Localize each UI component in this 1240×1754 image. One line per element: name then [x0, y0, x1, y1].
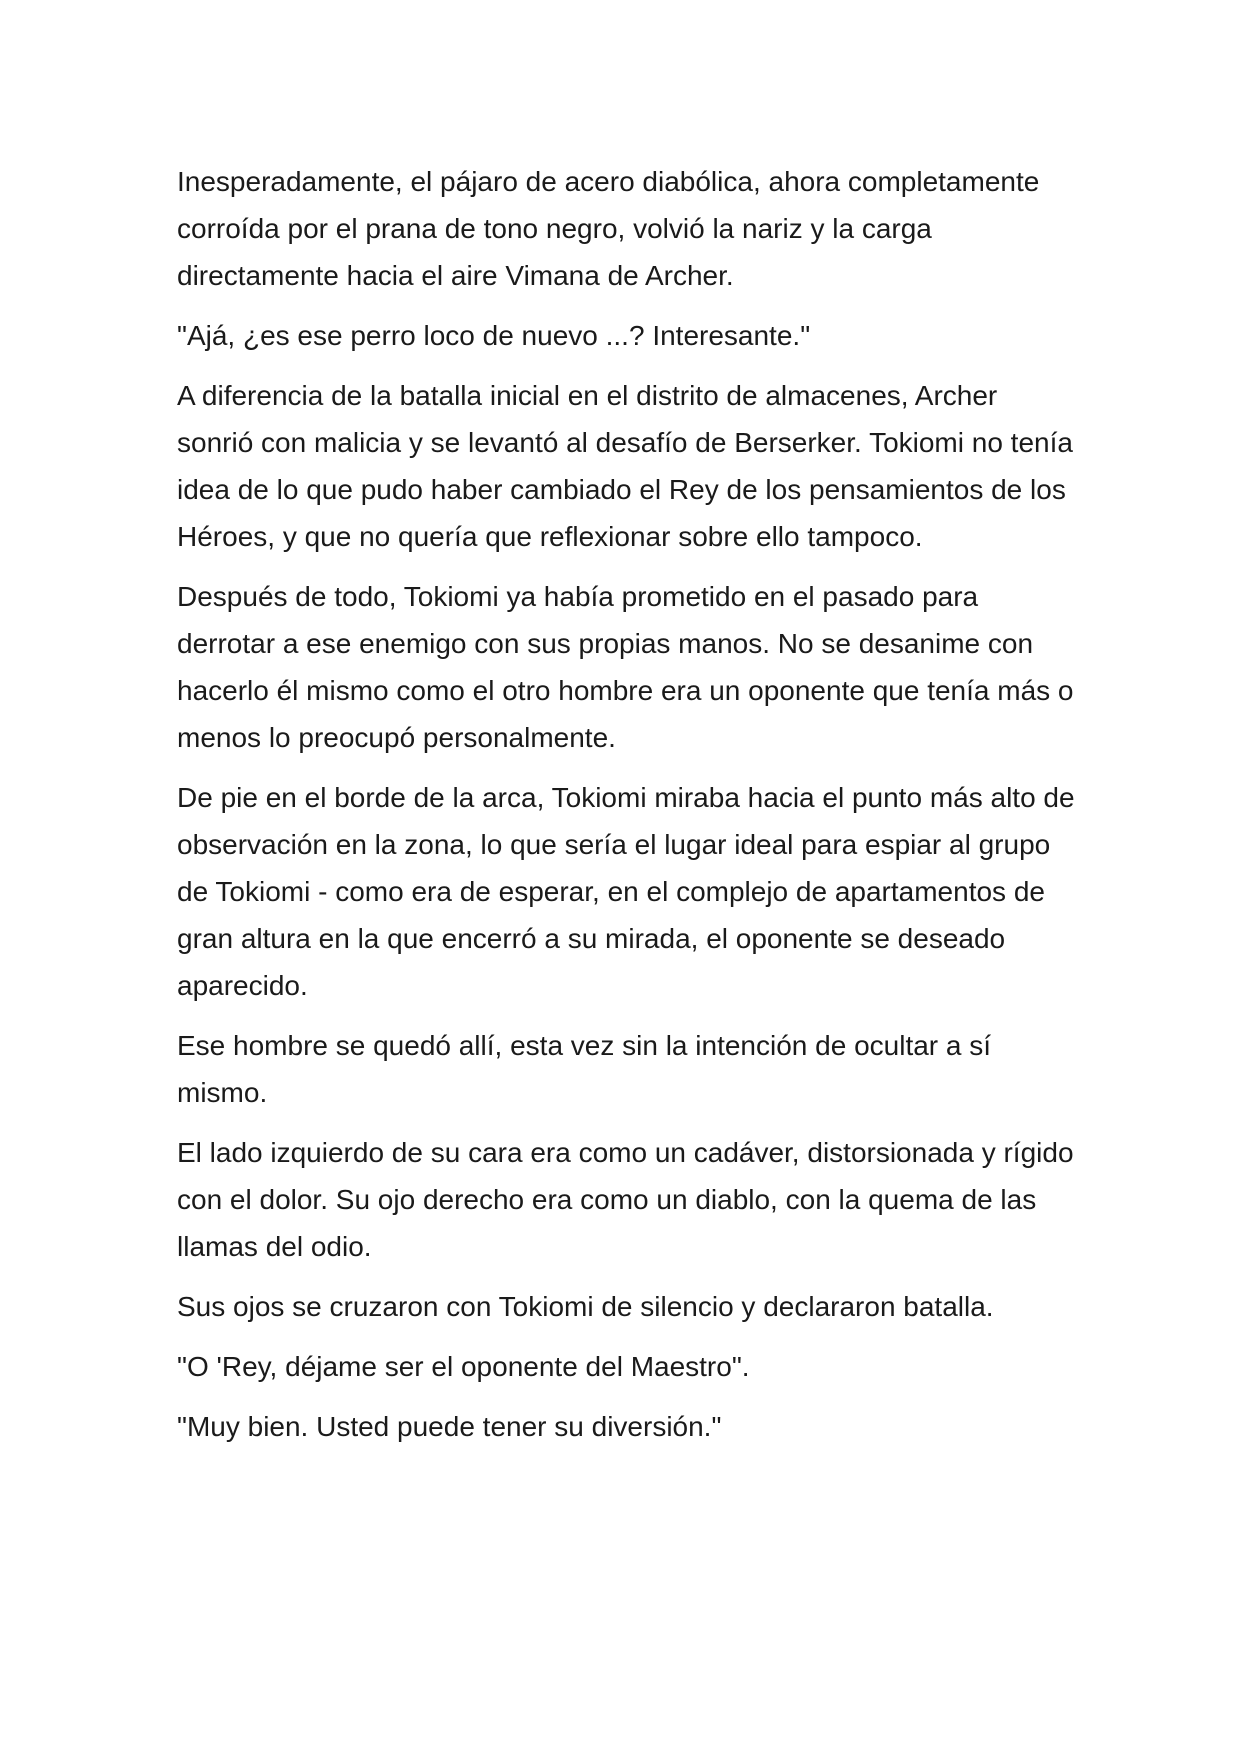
paragraph: "O 'Rey, déjame ser el oponente del Maestro". — [177, 1351, 750, 1382]
paragraph: Después de todo, Tokiomi ya había prometido en el pasado para derrotar a ese enemigo con sus propias manos. No se desanime con hacerlo él mismo como el otro hombre era un oponente que tenía más o menos lo preocupó personalmente. — [177, 581, 1074, 753]
paragraph: Sus ojos se cruzaron con Tokiomi de silencio y declararon batalla. — [177, 1291, 994, 1322]
paragraph: Ese hombre se quedó allí, esta vez sin la intención de ocultar a sí mismo. — [177, 1030, 992, 1108]
paragraph: De pie en el borde de la arca, Tokiomi miraba hacia el punto más alto de observación en la zona, lo que sería el lugar ideal para espiar al grupo de Tokiomi - como era de esperar, en el complejo de apartamentos de gran altura en la que encerró a su mirada, el oponente se deseado aparecido. — [177, 782, 1075, 1001]
document-body — [177, 158, 1077, 1463]
paragraph: "Muy bien. Usted puede tener su diversión." — [177, 1411, 722, 1442]
paragraph: "Ajá, ¿es ese perro loco de nuevo ...? Interesante." — [177, 320, 811, 351]
paragraph: Inesperadamente, el pájaro de acero diabólica, ahora completamente corroída por el prana de tono negro, volvió la nariz y la carga directamente hacia el aire Vimana de Archer. — [177, 166, 1040, 291]
paragraph: A diferencia de la batalla inicial en el distrito de almacenes, Archer sonrió con malicia y se levantó al desafío de Berserker. Tokiomi no tenía idea de lo que pudo haber cambiado el Rey de los pensamientos de los Héroes, y que no quería que reflexionar sobre ello tampoco. — [177, 380, 1073, 552]
paragraph: El lado izquierdo de su cara era como un cadáver, distorsionada y rígido con el dolor. Su ojo derecho era como un diablo, con la quema de las llamas del odio. — [177, 1137, 1074, 1262]
